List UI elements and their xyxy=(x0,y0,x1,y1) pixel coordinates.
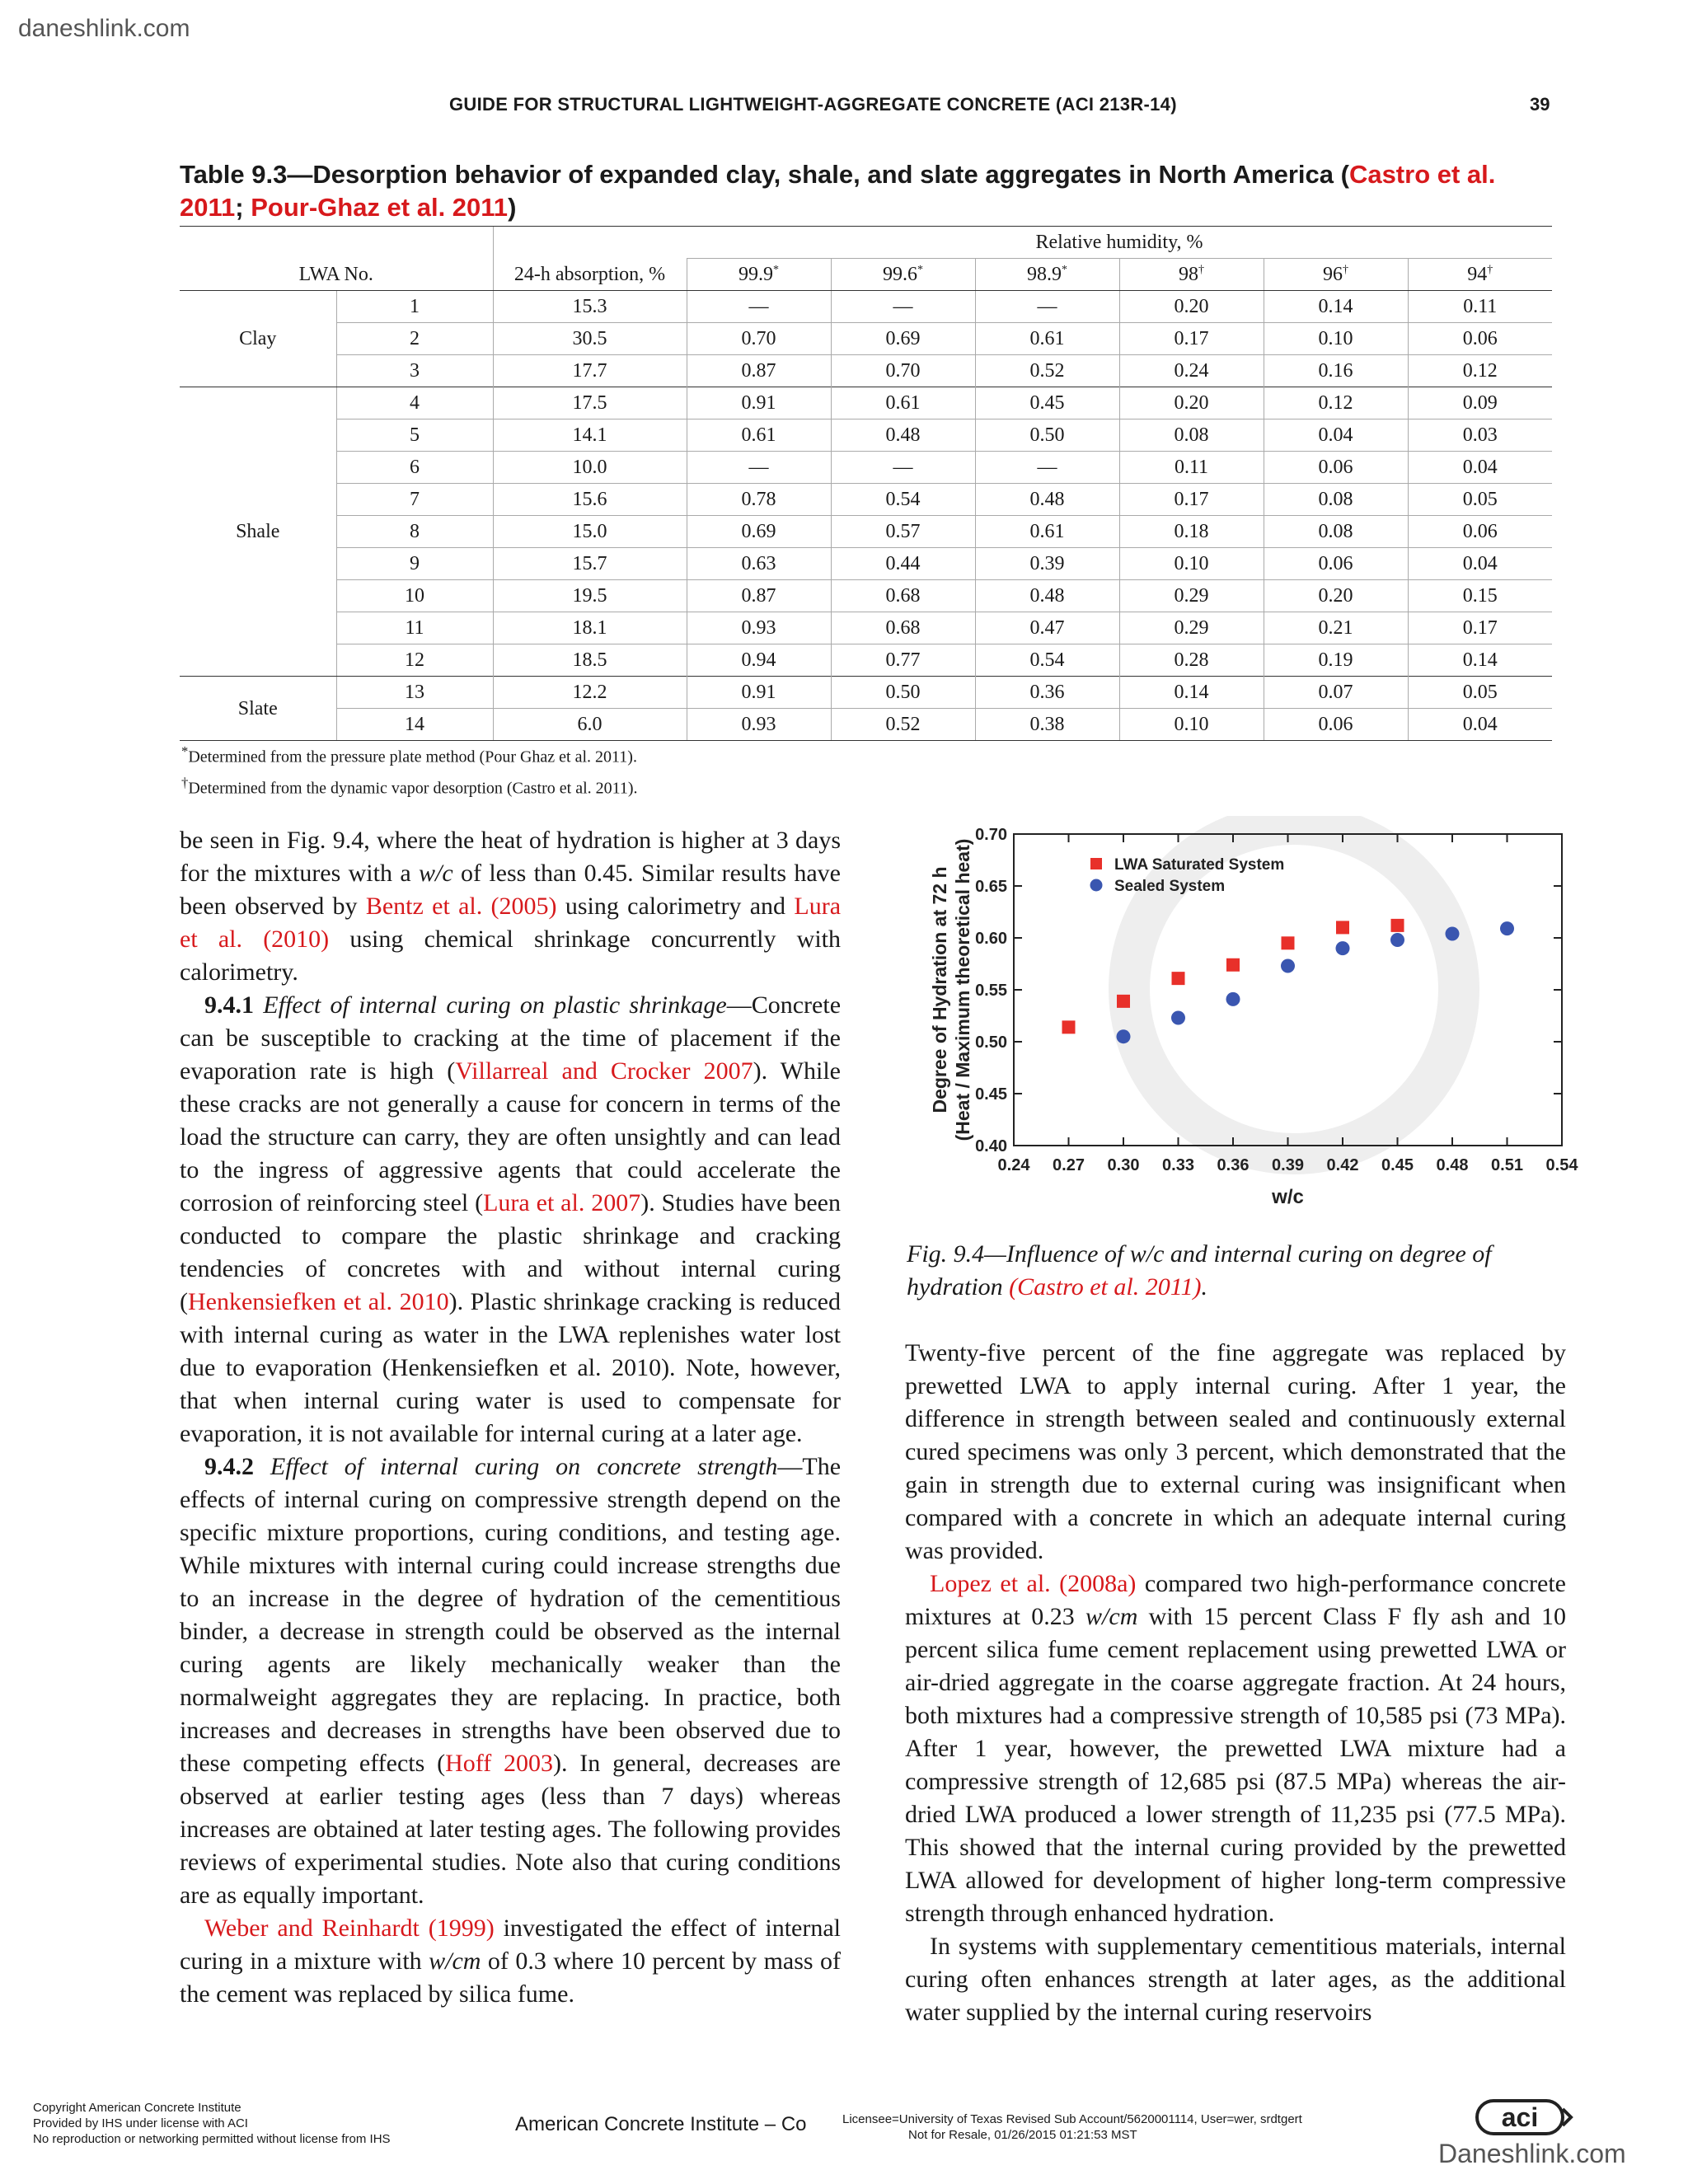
lwa-number: 13 xyxy=(336,677,493,709)
citation-link[interactable]: Pour-Ghaz et al. 2011 xyxy=(251,193,509,222)
paragraph: Twenty-five percent of the fine aggregate was replaced by prewetted LWA to apply internal curing. After 1 year, the difference in strength between sealed and continuously external cured specimens was only 3 percent, which demonstrated that the gain in strength due to external curing was insignificant when compared with a concrete in which an adequate internal curing was provided. xyxy=(905,1339,1566,1564)
table-cell: 0.10 xyxy=(1264,323,1408,355)
lwa-number: 1 xyxy=(336,291,493,323)
legend-label: Sealed System xyxy=(1114,878,1226,895)
table-cell: 0.61 xyxy=(975,323,1119,355)
citation-link[interactable]: Villarreal and Crocker 2007 xyxy=(455,1057,753,1085)
rh-header: Relative humidity, % xyxy=(687,227,1552,259)
table-cell: 0.06 xyxy=(1264,709,1408,741)
col-header-absorption: 24-h absorption, % xyxy=(493,259,687,291)
figure-9-4-chart xyxy=(898,816,1591,1220)
table-cell: 0.17 xyxy=(1119,323,1264,355)
table-cell: 0.57 xyxy=(831,516,975,548)
table-row xyxy=(180,644,1552,677)
lwa-number: 8 xyxy=(336,516,493,548)
table-cell: 0.78 xyxy=(687,484,831,516)
table-cell: 0.52 xyxy=(975,355,1119,387)
table-cell: 15.0 xyxy=(493,516,687,548)
table-cell: 0.93 xyxy=(687,709,831,741)
group-label: Slate xyxy=(180,677,336,741)
data-point-lwa-saturated xyxy=(1172,972,1185,985)
table-row xyxy=(180,516,1552,548)
table-cell: 0.87 xyxy=(687,580,831,612)
table-cell: 0.48 xyxy=(975,484,1119,516)
citation-link[interactable]: Castro et al. 2011 xyxy=(180,160,1496,222)
x-tick-label: 0.51 xyxy=(1491,1156,1523,1174)
table-cell: — xyxy=(687,452,831,484)
section-9-4-1: 9.4.1 Effect of internal curing on plastic shrinkage—Concrete can be susceptible to cracking at the time of placement if the evaporation rate is high (Villarreal and Crocker 2007). While these cracks are not generally a cause for concern in terms of the load the structure can carry, they are often unsightly and can lead to the ingress of aggressive agents that could accelerate the corrosion of reinforcing steel (Lura et al. 2007). Studies have been conducted to compare the plastic shrinkage and cracking tendencies of concretes with and without internal curing (Henkensiefken et al. 2010). Plastic shrinkage cracking is reduced with internal curing as water in the LWA replenishes water lost due to evaporation (Henkensiefken et al. 2010). Note, however, that when internal curing water is used to compensate for evaporation, it is not available for internal curing at a later age. xyxy=(180,991,842,1447)
x-tick-label: 0.54 xyxy=(1545,1156,1578,1174)
table-cell: 0.17 xyxy=(1119,484,1264,516)
citation-link[interactable]: Lopez et al. (2008a) xyxy=(930,1570,1137,1597)
table-cell: 0.03 xyxy=(1408,419,1552,452)
data-point-lwa-saturated xyxy=(1391,919,1404,932)
table-cell: 0.54 xyxy=(975,644,1119,677)
col-header-rh: 94† xyxy=(1408,259,1552,291)
table-cell: 0.17 xyxy=(1408,612,1552,644)
x-tick-label: 0.24 xyxy=(997,1156,1030,1174)
table-cell: 19.5 xyxy=(493,580,687,612)
table-cell: 0.69 xyxy=(831,323,975,355)
y-tick-label: 0.45 xyxy=(975,1085,1007,1104)
page-number: 39 xyxy=(1530,94,1550,115)
table-cell: 0.04 xyxy=(1408,548,1552,580)
table-cell: 0.11 xyxy=(1408,291,1552,323)
table-cell: 18.5 xyxy=(493,644,687,677)
table-cell: 0.11 xyxy=(1119,452,1264,484)
table-cell: — xyxy=(975,452,1119,484)
table-cell: — xyxy=(975,291,1119,323)
watermark-ring xyxy=(1129,824,1459,1154)
citation-link[interactable]: Weber and Reinhardt (1999) xyxy=(204,1915,495,1942)
table-cell: 0.29 xyxy=(1119,612,1264,644)
y-tick-label: 0.55 xyxy=(975,982,1007,1000)
lwa-number: 7 xyxy=(336,484,493,516)
lwa-number: 14 xyxy=(336,709,493,741)
lwa-number: 12 xyxy=(336,644,493,677)
table-cell: 0.12 xyxy=(1264,387,1408,419)
table-cell: 14.1 xyxy=(493,419,687,452)
table-cell: 0.70 xyxy=(831,355,975,387)
table-cell: — xyxy=(687,291,831,323)
table-cell: 0.44 xyxy=(831,548,975,580)
table-cell: 0.09 xyxy=(1408,387,1552,419)
table-cell: 15.6 xyxy=(493,484,687,516)
svg-text:aci: aci xyxy=(1501,2102,1539,2132)
table-cell: 0.07 xyxy=(1264,677,1408,709)
x-tick-label: 0.33 xyxy=(1162,1156,1194,1174)
data-point-lwa-saturated xyxy=(1117,995,1130,1008)
data-point-lwa-saturated xyxy=(1226,958,1240,972)
table-cell: 0.10 xyxy=(1119,548,1264,580)
table-cell: 0.05 xyxy=(1408,484,1552,516)
data-point-sealed xyxy=(1336,941,1350,955)
table-cell: 0.10 xyxy=(1119,709,1264,741)
table-cell: 0.15 xyxy=(1408,580,1552,612)
legend-marker-circle xyxy=(1090,879,1103,892)
citation-link[interactable]: Henkensiefken et al. 2010 xyxy=(188,1288,449,1315)
data-point-sealed xyxy=(1390,933,1404,947)
table-cell: 0.61 xyxy=(687,419,831,452)
table-cell: 12.2 xyxy=(493,677,687,709)
citation-link[interactable]: Lura et al. 2007 xyxy=(483,1189,641,1216)
footer-license: Licensee=University of Texas Revised Sub Account/5620001114, User=wer, srdtgert Not for Resale, 01/26/2015 01:21:53 MST xyxy=(842,2112,1302,2142)
table-cell: 0.08 xyxy=(1264,516,1408,548)
table-cell: 6.0 xyxy=(493,709,687,741)
table-cell: 17.7 xyxy=(493,355,687,387)
table-row xyxy=(180,387,1552,419)
table-cell: 0.69 xyxy=(687,516,831,548)
right-column xyxy=(905,1337,1566,2029)
table-row xyxy=(180,355,1552,387)
paragraph: Weber and Reinhardt (1999) investigated the effect of internal curing in a mixture with w/cm of 0.3 where 10 percent by mass of the cement was replaced by silica fume. xyxy=(180,1915,841,2008)
table-cell: 0.20 xyxy=(1119,387,1264,419)
table-cell: 0.61 xyxy=(975,516,1119,548)
citation-link[interactable]: Hoff 2003 xyxy=(445,1750,553,1777)
data-point-sealed xyxy=(1446,926,1460,940)
col-header-lwa: LWA No. xyxy=(180,259,493,291)
table-cell: 0.14 xyxy=(1264,291,1408,323)
lwa-number: 6 xyxy=(336,452,493,484)
y-axis-label: (Heat / Maximum theoretical heat) xyxy=(952,838,973,1141)
x-tick-label: 0.36 xyxy=(1217,1156,1250,1174)
left-column xyxy=(180,824,841,2011)
paragraph: Lopez et al. (2008a) compared two high-performance concrete mixtures at 0.23 w/cm with 15 percent Class F fly ash and 10 percent silica fume cement replacement using prewetted LWA or air-dried aggregate in the coarse aggregate fraction. At 24 hours, both mixtures had a compressive strength of 10,585 psi (73 MPa). After 1 year, however, the prewetted LWA mixture had a compressive strength of 12,685 psi (87.5 MPa) whereas the air-dried LWA produced a lower strength of 11,235 psi (77.5 MPa). This showed that the internal curing provided by the prewetted LWA allowed for development of higher long-term compressive strength through enhanced hydration. xyxy=(905,1570,1567,1927)
table-cell: 0.50 xyxy=(831,677,975,709)
x-axis-label: w/c xyxy=(1272,1186,1304,1208)
table-footnote-1: *Determined from the pressure plate method (Pour Ghaz et al. 2011). xyxy=(181,743,637,766)
table-row xyxy=(180,484,1552,516)
lwa-number: 11 xyxy=(336,612,493,644)
footer-publisher: American Concrete Institute – Co xyxy=(515,2113,807,2135)
table-cell: 0.68 xyxy=(831,580,975,612)
table-cell: 0.14 xyxy=(1119,677,1264,709)
table-cell: 0.14 xyxy=(1408,644,1552,677)
table-cell: 0.70 xyxy=(687,323,831,355)
data-point-sealed xyxy=(1226,992,1240,1006)
table-row xyxy=(180,452,1552,484)
legend-marker-square xyxy=(1090,858,1102,869)
footer-copyright: Copyright American Concrete Institute Provided by IHS under license with ACI No reproduction or networking permitted without license from IHS xyxy=(33,2101,391,2146)
x-tick-label: 0.39 xyxy=(1272,1156,1304,1174)
paragraph: be seen in Fig. 9.4, where the heat of hydration is higher at 3 days for the mixtures with a w/c of less than 0.45. Similar results have been observed by Bentz et al. (2005) using calorimetry and Lura et al. (2010) using chemical shrinkage concurrently with calorimetry. xyxy=(180,827,842,986)
table-cell: 0.20 xyxy=(1119,291,1264,323)
table-row xyxy=(180,323,1552,355)
y-tick-label: 0.50 xyxy=(975,1033,1007,1052)
table-cell: 0.16 xyxy=(1264,355,1408,387)
lwa-number: 10 xyxy=(336,580,493,612)
citation-link[interactable]: Bentz et al. (2005) xyxy=(365,893,557,920)
col-header-rh: 98† xyxy=(1119,259,1264,291)
table-cell: 0.06 xyxy=(1408,323,1552,355)
table-cell: 0.29 xyxy=(1119,580,1264,612)
table-cell: — xyxy=(831,291,975,323)
data-point-sealed xyxy=(1281,959,1295,973)
footer-site: Daneshlink.com xyxy=(1438,2139,1626,2168)
table-cell: 15.7 xyxy=(493,548,687,580)
scatter-plot xyxy=(898,816,1591,1220)
table-title: Table 9.3—Desorption behavior of expanded clay, shale, and slate aggregates in North America (Castro et al. 2011; Pour-Ghaz et al. 2011) xyxy=(180,160,1496,222)
col-header-rh: 99.9* xyxy=(687,259,831,291)
table-row xyxy=(180,677,1552,709)
y-tick-label: 0.65 xyxy=(975,878,1007,896)
col-header-rh: 96† xyxy=(1264,259,1408,291)
citation-link[interactable]: (Castro et al. 2011) xyxy=(1009,1273,1202,1301)
col-header-rh: 98.9* xyxy=(975,259,1119,291)
table-row xyxy=(180,709,1552,741)
table-row xyxy=(180,580,1552,612)
table-cell: 0.28 xyxy=(1119,644,1264,677)
table-cell: 0.52 xyxy=(831,709,975,741)
table-cell: 0.94 xyxy=(687,644,831,677)
data-point-lwa-saturated xyxy=(1062,1020,1076,1033)
table-cell: 0.63 xyxy=(687,548,831,580)
table-row xyxy=(180,291,1552,323)
table-row xyxy=(180,419,1552,452)
table-cell: 0.36 xyxy=(975,677,1119,709)
table-footnote-2: †Determined from the dynamic vapor desorption (Castro et al. 2011). xyxy=(181,775,638,798)
lwa-number: 2 xyxy=(336,323,493,355)
x-tick-label: 0.30 xyxy=(1107,1156,1140,1174)
table-cell: 0.19 xyxy=(1264,644,1408,677)
table-cell: 0.08 xyxy=(1264,484,1408,516)
table-cell: 10.0 xyxy=(493,452,687,484)
table-cell: 0.68 xyxy=(831,612,975,644)
table-cell: 0.93 xyxy=(687,612,831,644)
table-cell: 0.61 xyxy=(831,387,975,419)
paragraph: In systems with supplementary cementitious materials, internal curing often enhances strength at later ages, as the additional water supplied by the internal curing reservoirs xyxy=(905,1933,1566,2026)
data-point-sealed xyxy=(1117,1029,1131,1043)
table-cell: 0.91 xyxy=(687,677,831,709)
table-cell: 0.45 xyxy=(975,387,1119,419)
group-label: Shale xyxy=(180,387,336,677)
table-cell: 15.3 xyxy=(493,291,687,323)
section-9-4-2: 9.4.2 Effect of internal curing on concrete strength—The effects of internal curing on compressive strength depend on the specific mixture proportions, curing conditions, and testing age. While mixtures with internal curing could increase strengths due to an increase in the degree of hydration of the cementitious binder, a decrease in strength could be observed as the internal curing agents are likely mechanically weaker than the normalweight aggregates they are replacing. In practice, both increases and decreases in strengths have been observed due to these competing effects (Hoff 2003). In general, decreases are observed at earlier testing ages (less than 7 days) whereas increases are obtained at later testing ages. The following provides reviews of experimental studies. Note also that curing conditions are as equally important. xyxy=(180,1453,842,1909)
lwa-number: 5 xyxy=(336,419,493,452)
x-tick-label: 0.42 xyxy=(1326,1156,1359,1174)
x-tick-label: 0.45 xyxy=(1381,1156,1414,1174)
data-point-lwa-saturated xyxy=(1336,921,1349,934)
y-axis-label: Degree of Hydration at 72 h xyxy=(929,866,950,1113)
table-cell: 18.1 xyxy=(493,612,687,644)
table-cell: 30.5 xyxy=(493,323,687,355)
table-cell: 0.04 xyxy=(1264,419,1408,452)
table-cell: 0.12 xyxy=(1408,355,1552,387)
table-cell: 0.50 xyxy=(975,419,1119,452)
col-header-rh: 99.6* xyxy=(831,259,975,291)
table-cell: 0.21 xyxy=(1264,612,1408,644)
table-cell: 0.39 xyxy=(975,548,1119,580)
table-cell: 0.06 xyxy=(1408,516,1552,548)
table-cell: 17.5 xyxy=(493,387,687,419)
table-cell: — xyxy=(831,452,975,484)
data-point-sealed xyxy=(1500,921,1514,935)
table-cell: 0.48 xyxy=(831,419,975,452)
table-cell: 0.20 xyxy=(1264,580,1408,612)
lwa-number: 3 xyxy=(336,355,493,387)
x-tick-label: 0.48 xyxy=(1436,1156,1469,1174)
lwa-number: 4 xyxy=(336,387,493,419)
y-tick-label: 0.60 xyxy=(975,930,1007,948)
table-cell: 0.04 xyxy=(1408,452,1552,484)
table-cell: 0.38 xyxy=(975,709,1119,741)
y-tick-label: 0.40 xyxy=(975,1137,1007,1155)
site-watermark: daneshlink.com xyxy=(18,15,190,42)
aci-logo xyxy=(1475,2097,1574,2141)
table-cell: 0.04 xyxy=(1408,709,1552,741)
legend-label: LWA Saturated System xyxy=(1114,856,1285,874)
lwa-number: 9 xyxy=(336,548,493,580)
running-head: GUIDE FOR STRUCTURAL LIGHTWEIGHT-AGGREGATE CONCRETE (ACI 213R-14) xyxy=(449,94,1177,115)
desorption-table xyxy=(180,226,1552,741)
table-cell: 0.08 xyxy=(1119,419,1264,452)
figure-caption: Fig. 9.4—Influence of w/c and internal curing on degree of hydration (Castro et al. 2011). xyxy=(907,1240,1492,1301)
data-point-sealed xyxy=(1171,1011,1185,1025)
table-cell: 0.48 xyxy=(975,580,1119,612)
table-row xyxy=(180,612,1552,644)
table-row xyxy=(180,548,1552,580)
table-cell: 0.91 xyxy=(687,387,831,419)
group-label: Clay xyxy=(180,291,336,387)
table-cell: 0.24 xyxy=(1119,355,1264,387)
table-cell: 0.87 xyxy=(687,355,831,387)
x-tick-label: 0.27 xyxy=(1053,1156,1085,1174)
table-cell: 0.06 xyxy=(1264,548,1408,580)
table-cell: 0.06 xyxy=(1264,452,1408,484)
y-tick-label: 0.70 xyxy=(975,826,1007,844)
citation-link[interactable]: Lura et al. (2010) xyxy=(180,893,842,953)
table-cell: 0.18 xyxy=(1119,516,1264,548)
table-cell: 0.05 xyxy=(1408,677,1552,709)
table-cell: 0.47 xyxy=(975,612,1119,644)
table-cell: 0.54 xyxy=(831,484,975,516)
table-cell: 0.77 xyxy=(831,644,975,677)
data-point-lwa-saturated xyxy=(1282,936,1295,949)
